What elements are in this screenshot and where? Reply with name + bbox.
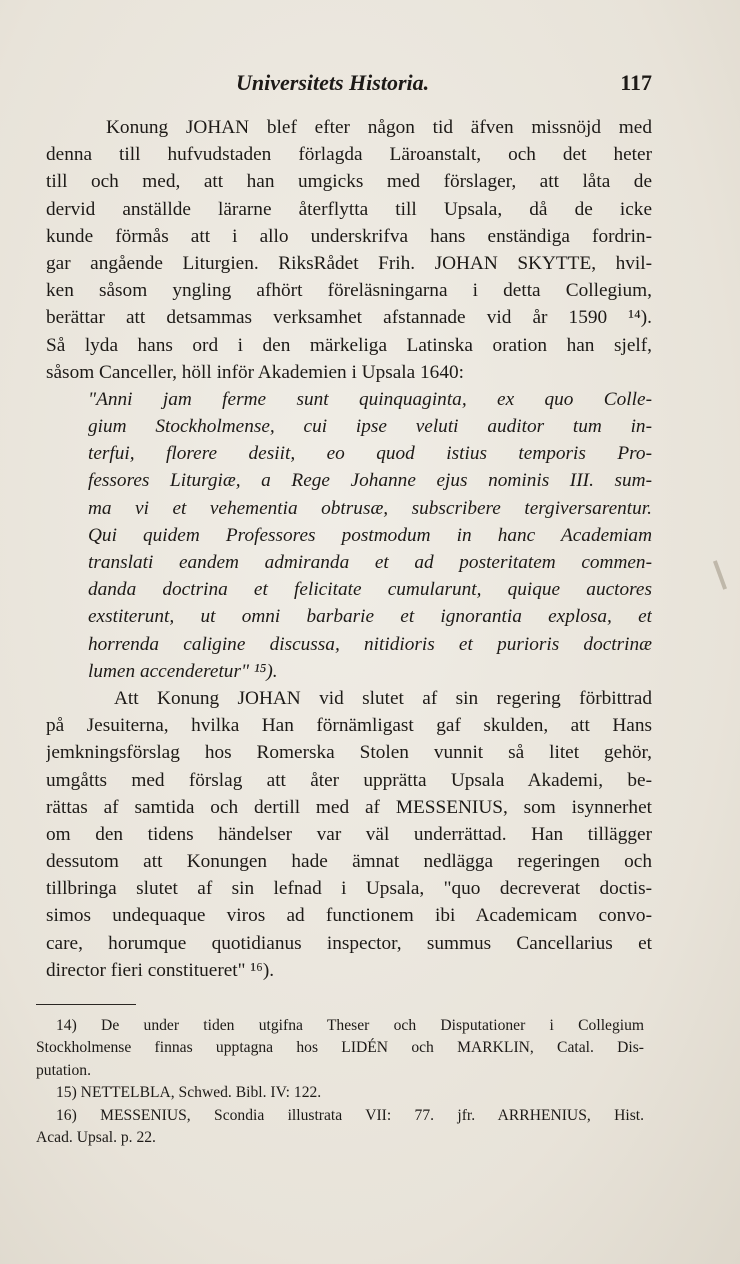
text-line: Så lyda hans ord i den märkeliga Latinska oration han sjelf, <box>46 334 652 356</box>
text-line: simos undequaque viros ad functionem ibi Academicam convo- <box>46 905 652 927</box>
latin-quotation <box>46 386 652 685</box>
footnote-14-cont: putation. <box>36 1061 92 1079</box>
text-line: director fieri constitueret" ¹⁶). <box>46 959 275 981</box>
quote-line: ma vi et vehementia obtrusæ, subscribere tergiversarentur. <box>88 497 652 519</box>
text-line: kunde förmås att i allo underskrifva hans enständiga fordrin- <box>46 225 652 247</box>
text-line: berättar att detsammas verksamhet afstannade vid år 1590 ¹⁴). <box>46 307 652 329</box>
text-line: tillbringa slutet af sin lefnad i Upsala, "quo decreverat doctis- <box>46 878 652 900</box>
text-line: gar angående Liturgien. RiksRådet Frih. JOHAN SKYTTE, hvil- <box>46 252 652 274</box>
running-title: Universitets Historia. <box>236 70 430 95</box>
quote-line: lumen accenderetur" ¹⁵). <box>88 660 278 682</box>
text-line: på Jesuiterna, hvilka Han förnämligast gaf skulden, att Hans <box>46 715 652 737</box>
text-line: såsom Canceller, höll inför Akademien i Upsala 1640: <box>46 361 464 383</box>
paragraph-1 <box>46 114 652 386</box>
quote-line: "Anni jam ferme sunt quinquaginta, ex quo Colle- <box>88 388 652 410</box>
footnote-15: 15) NETTELBLA, Schwed. Bibl. IV: 122. <box>56 1084 322 1102</box>
text-line: umgåtts med förslag att åter upprätta Upsala Akademi, be- <box>46 769 652 791</box>
quote-line: Qui quidem Professores postmodum in hanc Academiam <box>88 524 652 546</box>
footnote-16: 16) MESSENIUS, Scondia illustrata VII: 77. jfr. ARRHENIUS, Hist. <box>56 1106 644 1124</box>
footnotes <box>36 1015 644 1149</box>
text-line: Att Konung JOHAN vid slutet af sin regering förbittrad <box>114 687 652 709</box>
text-line: om den tidens händelser var väl underrättad. Han tillägger <box>46 823 652 845</box>
page-header <box>46 70 652 106</box>
text-line: dervid anställde lärarne återflytta till Upsala, då de icke <box>46 198 652 220</box>
text-line: dessutom att Konungen hade ämnat nedlägga regeringen och <box>46 851 652 873</box>
body-text <box>46 114 652 984</box>
text-line: jemkningsförslag hos Romerska Stolen vunnit så litet gehör, <box>46 742 652 764</box>
footnote-14: 14) De under tiden utgifna Theser och Disputationer i Collegium <box>56 1017 644 1034</box>
footnote-14-cont: Stockholmense finnas upptagna hos LIDÉN och MARKLIN, Catal. Dis- <box>36 1039 644 1057</box>
paragraph-2 <box>46 685 652 984</box>
text-line: care, horumque quotidianus inspector, summus Cancellarius et <box>46 932 652 954</box>
text-line: denna till hufvudstaden förlagda Läroanstalt, och det heter <box>46 144 652 166</box>
footnote-16-cont: Acad. Upsal. p. 22. <box>36 1128 156 1146</box>
text-line: rättas af samtida och dertill med af MESSENIUS, som isynnerhet <box>46 796 652 818</box>
quote-line: terfui, florere desiit, eo quod istius temporis Pro- <box>88 443 652 465</box>
quote-line: gium Stockholmense, cui ipse veluti auditor tum in- <box>88 416 652 438</box>
quote-line: fessores Liturgiæ, a Rege Johanne ejus nominis III. sum- <box>88 470 652 492</box>
text-line: Konung JOHAN blef efter någon tid äfven missnöjd med <box>106 117 652 138</box>
quote-line: exstiterunt, ut omni barbarie et ignorantia explosa, et <box>88 606 652 628</box>
page-number: 117 <box>620 70 652 95</box>
quote-line: horrenda caligine discussa, nitidioris et purioris doctrinæ <box>88 633 652 655</box>
footnote-rule <box>36 1004 136 1005</box>
text-line: ken såsom yngling afhört föreläsningarna i detta Collegium, <box>46 280 652 302</box>
text-line: till och med, att han umgicks med förslager, att låta de <box>46 171 652 193</box>
quote-line: translati eandem admiranda et ad posteritatem commen- <box>88 552 652 573</box>
paper-mark <box>713 560 727 590</box>
quote-line: danda doctrina et felicitate cumularunt, quique auctores <box>88 579 652 601</box>
